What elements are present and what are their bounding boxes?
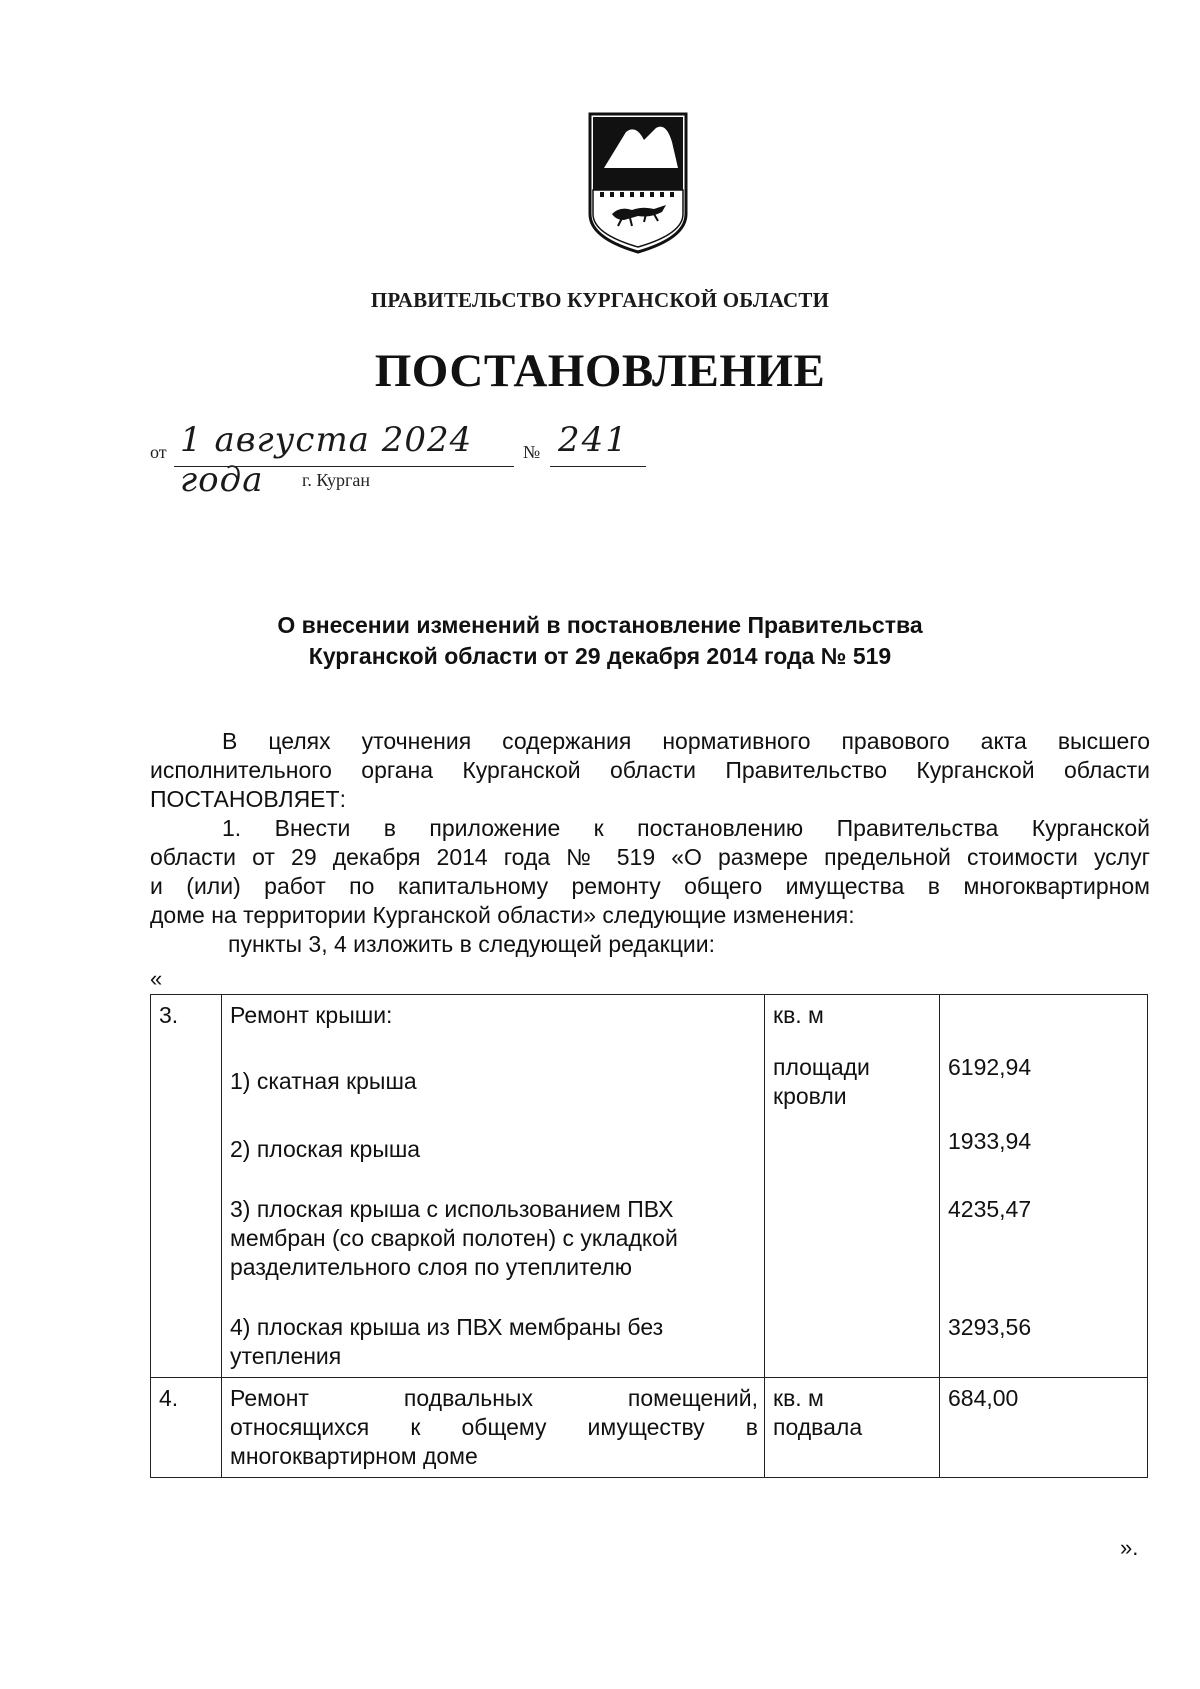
price-value: 1933,94 [948,1128,1032,1154]
text-line: исполнительного органа Курганской области Правительство Курганской области [150,757,1150,783]
text-line: утепления [230,1343,342,1369]
value-cell [940,995,1148,1378]
work-title: Ремонт крыши: [230,1002,393,1028]
unit-text: кв. м [773,1385,824,1411]
unit-text: кровли [773,1083,847,1109]
paragraph-preamble [150,727,1150,756]
text-line: и (или) работ по капитальному ремонту общего имущества в многоквартирном [150,873,1150,899]
paragraph-item-1 [150,814,1150,843]
work-subitem [230,1195,758,1313]
unit-cell [765,995,940,1378]
text-line: Ремонт подвальных помещений, [230,1385,758,1411]
handwritten-date: 1 августа 2024 года [180,420,473,500]
text-line: 1. Внести в приложение к постановлению Правительства Курганской [222,815,1150,841]
work-subitem: 1) скатная крыша [230,1068,417,1094]
price-value: 4235,47 [948,1196,1032,1222]
work-subitem: 2) плоская крыша [230,1136,421,1162]
work-subitem [230,1313,758,1371]
text-line: относящихся к общему имуществу в [230,1414,758,1440]
price-table [150,994,1148,1478]
table-row [151,1378,1148,1478]
unit-cell [765,1378,940,1478]
text-line: области от 29 декабря 2014 года № 519 «О размере предельной стоимости услуг [150,844,1150,870]
text-line: многоквартирном доме [230,1443,478,1469]
coat-of-arms-emblem [586,110,690,258]
paragraph-points: пункты 3, 4 изложить в следующей редакции: [228,931,715,957]
government-title: ПРАВИТЕЛЬСТВО КУРГАНСКОЙ ОБЛАСТИ [370,288,830,312]
unit-text: подвала [773,1414,863,1440]
text-line: 3) плоская крыша с использованием ПВХ [230,1196,674,1222]
handwritten-number: 241 [558,420,629,460]
subject-line: Курганской области от 29 декабря 2014 года № 519 [308,643,892,669]
date-underline [174,466,514,467]
city-label: г. Курган [302,470,371,490]
document-type-heading: ПОСТАНОВЛЕНИЕ [374,345,826,397]
number-label: № [523,442,541,462]
text-line: мембран (со сваркой полотен) с укладкой [230,1225,678,1251]
row-number: 3. [151,995,222,1378]
document-body [150,727,1150,959]
text-line: ПОСТАНОВЛЯЕТ: [150,786,346,812]
subject-line: О внесении изменений в постановление Правительства [277,612,923,638]
paragraph-item-1-cont [150,843,1150,930]
unit-text: площади [773,1054,870,1080]
number-underline [550,466,646,467]
text-line: 4) плоская крыша из ПВХ мембраны без [230,1314,664,1340]
price-value: 3293,56 [948,1314,1032,1340]
paragraph-preamble-cont [150,756,1150,814]
close-quote: ». [1120,1535,1139,1560]
row-number: 4. [151,1378,222,1478]
price-value: 6192,94 [948,1054,1032,1080]
date-from-label: от [150,442,167,462]
work-name-cell [222,1378,765,1478]
table-row [151,995,1148,1378]
work-name-cell [222,995,765,1378]
open-quote: « [150,966,163,991]
text-line: В целях уточнения содержания нормативного правового акта высшего [222,728,1150,754]
text-line: доме на территории Курганской области» следующие изменения: [150,902,855,928]
document-subject [0,610,1200,672]
text-line: разделительного слоя по утеплителю [230,1254,633,1280]
unit-text: кв. м [773,1002,824,1028]
price-value: 684,00 [940,1378,1148,1478]
